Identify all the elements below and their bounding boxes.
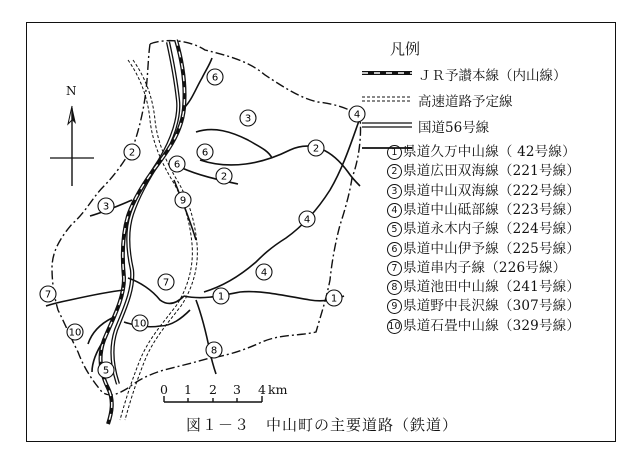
route-marker-1 xyxy=(326,290,342,306)
route-marker-4 xyxy=(256,264,272,280)
route-marker-6 xyxy=(207,69,223,85)
route-name: 県道串内子線 xyxy=(403,259,486,276)
legend-route-row xyxy=(387,294,580,314)
route-7-road xyxy=(128,278,184,303)
route-name: 県道池田中山線 xyxy=(403,279,499,296)
route-number-label: （222号線） xyxy=(498,182,581,199)
route-marker-label: 1 xyxy=(217,291,225,303)
route-name: 県道石畳中山線 xyxy=(403,317,499,334)
legend-route-row xyxy=(387,159,580,179)
route-8-road xyxy=(196,300,216,374)
route-number-label: （329号線） xyxy=(498,317,581,334)
route-marker-3 xyxy=(240,110,256,126)
route-marker-7 xyxy=(40,286,56,302)
route-4-road xyxy=(201,118,360,292)
route-number-label: （223号線） xyxy=(498,201,581,218)
route-number-label: （221号線） xyxy=(498,163,581,180)
route-marker-5 xyxy=(98,362,114,378)
legend-route-row xyxy=(387,275,580,295)
route-marker-8 xyxy=(206,342,222,358)
legend-route-row xyxy=(387,179,580,199)
route-marker-label: 7 xyxy=(162,277,170,289)
route-marker-4 xyxy=(349,106,365,122)
route-marker-label: 1 xyxy=(330,293,338,305)
route-9-road xyxy=(174,180,196,240)
legend-route-row xyxy=(387,256,566,276)
route-marker-label: 3 xyxy=(244,113,252,125)
route-marker-6 xyxy=(197,144,213,160)
route-marker-7 xyxy=(158,274,174,290)
route-marker-label: 2 xyxy=(312,143,320,155)
route-marker-label: 4 xyxy=(353,109,361,121)
route-marker-10 xyxy=(67,324,83,340)
route-6-north xyxy=(184,58,212,108)
route-number-circle: 9 xyxy=(387,299,402,314)
route-marker-label: 2 xyxy=(128,147,136,159)
route-number-circle: 1 xyxy=(387,145,402,160)
legend-expressway-label: 高速道路予定線 xyxy=(418,94,513,110)
scale-unit: km xyxy=(268,382,288,397)
route-marker-6 xyxy=(169,156,185,172)
scale-tick-3: 3 xyxy=(233,382,241,397)
route-name: 県道中山砥部線 xyxy=(403,201,499,218)
scale-tick-0: 0 xyxy=(160,382,168,397)
legend-national-symbol xyxy=(362,123,412,127)
route-number-circle: 2 xyxy=(387,164,402,179)
figure-caption: 図１－３ 中山町の主要道路（鉄道） xyxy=(186,416,459,434)
route-number-label: （ 42号線） xyxy=(498,144,576,160)
route-number-circle: 8 xyxy=(387,280,402,295)
legend-route-row xyxy=(387,140,576,160)
route-number-label: （224号線） xyxy=(498,221,581,238)
route-marker-label: 6 xyxy=(173,159,181,171)
legend-jr-label: ＪＲ予讃本線（内山線） xyxy=(418,68,567,84)
legend-title: 凡例 xyxy=(390,40,421,58)
legend-national-label: 国道56号線 xyxy=(418,120,490,136)
route-marker-label: 3 xyxy=(102,201,110,213)
route-marker-label: 10 xyxy=(68,327,82,339)
scale-tick-2: 2 xyxy=(209,382,217,397)
route-number-circle: 10 xyxy=(388,320,401,332)
route-marker-label: 7 xyxy=(44,289,52,301)
route-marker-label: 10 xyxy=(133,318,147,330)
route-marker-2 xyxy=(308,140,324,156)
route-name: 県道広田双海線 xyxy=(403,163,499,180)
route-number-label: （226号線） xyxy=(485,259,567,276)
route-marker-label: 6 xyxy=(201,147,209,159)
route-marker-1 xyxy=(213,288,229,304)
route-number-circle: 6 xyxy=(387,242,402,257)
route-number-circle: 5 xyxy=(387,222,402,237)
route-name: 県道中山伊予線 xyxy=(403,240,499,257)
route-number-label: （307号線） xyxy=(498,298,581,315)
route-name: 県道永木内子線 xyxy=(403,221,499,238)
north-arrow xyxy=(50,106,94,186)
route-marker-label: 6 xyxy=(211,72,219,84)
route-number-label: （241号線） xyxy=(498,279,581,296)
route-marker-2 xyxy=(124,144,140,160)
route-name: 県道野中長沢線 xyxy=(403,298,499,315)
route-marker-label: 4 xyxy=(303,214,311,226)
route-1-road xyxy=(184,292,344,301)
route-number-circle: 7 xyxy=(387,261,402,276)
legend-route-row xyxy=(387,314,580,334)
route-marker-2 xyxy=(216,168,232,184)
legend-expressway-symbol xyxy=(362,97,412,101)
expressway-planned xyxy=(120,60,197,420)
legend-route-row xyxy=(387,237,580,257)
route-marker-4 xyxy=(299,211,315,227)
route-number-circle: 4 xyxy=(387,203,402,218)
route-marker-label: 4 xyxy=(260,267,268,279)
route-number-circle: 3 xyxy=(387,184,402,199)
route-marker-label: 8 xyxy=(210,345,218,357)
scale-tick-4: 4 xyxy=(258,382,266,397)
scale-tick-1: 1 xyxy=(184,382,192,397)
national-route-56 xyxy=(112,42,181,384)
legend-route-row xyxy=(387,217,580,237)
route-marker-label: 5 xyxy=(102,365,110,377)
route-7-west xyxy=(46,290,124,306)
route-number-label: （225号線） xyxy=(498,240,581,257)
legend-route-row xyxy=(387,198,580,218)
north-label: N xyxy=(66,84,77,98)
route-marker-label: 9 xyxy=(179,195,187,207)
route-name: 県道久万中山線 xyxy=(403,144,499,160)
route-marker-3 xyxy=(98,198,114,214)
route-marker-9 xyxy=(175,192,191,208)
route-marker-label: 2 xyxy=(220,171,228,183)
route-name: 県道中山双海線 xyxy=(403,182,499,199)
route-marker-10 xyxy=(132,315,148,331)
